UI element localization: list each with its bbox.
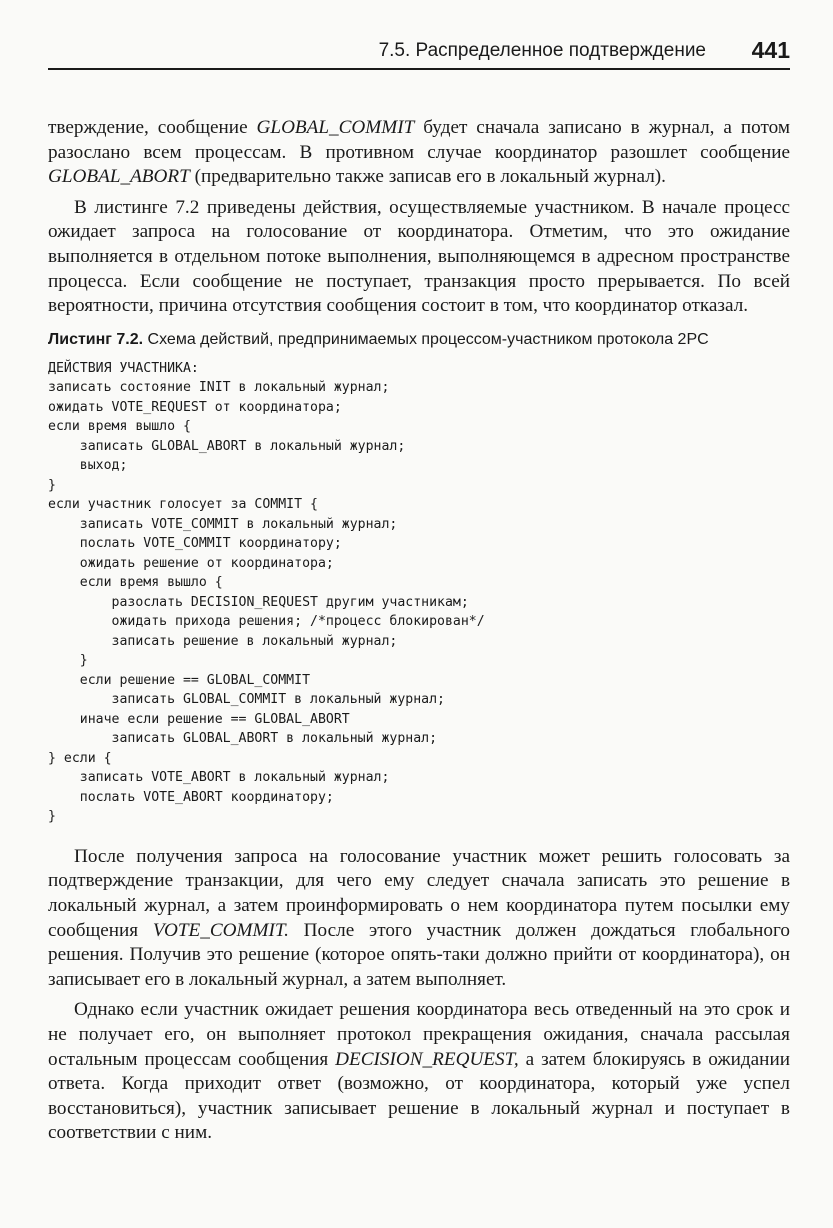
listing-caption-text: Схема действий, предпринимаемых процессом-участником протокола 2PC — [143, 330, 709, 348]
paragraph-4 — [48, 998, 790, 1146]
paragraph-3-text-a: После получения запроса на голосование участник может решить голосовать за подтверждение транзакции, для чего ему следует сначала записать это решение в локальный журнал, а затем проинформировать о нем координатора путем посылки ему сообщения — [48, 845, 790, 941]
term-vote-commit: VOTE_COMMIT. — [152, 919, 289, 941]
term-decision-request: DECISION_REQUEST, — [335, 1048, 519, 1070]
paragraph-1-text-c: (предварительно также записав его в локальный журнал). — [189, 166, 666, 188]
running-head — [48, 38, 790, 70]
section-title: 7.5. Распределенное подтверждение — [378, 40, 706, 61]
paragraph-3 — [48, 845, 790, 993]
paragraph-2: В листинге 7.2 приведены действия, осуществляемые участником. В начале процесс ожидает запроса на голосование от координатора. Отметим, что это ожидание выполняется в отдельном потоке выполнения, выполняющемся в адресном пространстве процесса. Если сообщение не поступает, транзакция просто прерывается. По всей вероятности, причина отсутствия сообщения состоит в том, что координатор отказал. — [48, 196, 790, 317]
listing-label: Листинг 7.2. — [48, 330, 144, 348]
paragraph-4-text-a: Однако если участник ожидает решения координатора весь отведенный на это срок и не получает его, он выполняет протокол прекращения ожидания, сначала рассылая остальным процессам сообщения — [48, 999, 790, 1070]
listing-caption — [48, 329, 790, 351]
term-global-commit: GLOBAL_COMMIT — [256, 117, 415, 138]
page-body — [48, 116, 790, 1146]
paragraph-1 — [48, 116, 790, 190]
paragraph-3-text-b: После этого участник должен дождаться глобального решения. Получив это решение (которое опять-таки должно прийти от координатора), он записывает его в локальный журнал, а затем выполняет. — [48, 919, 790, 990]
paragraph-1-text-a: тверждение, сообщение — [48, 117, 257, 138]
term-global-abort: GLOBAL_ABORT — [48, 166, 190, 188]
page-number: 441 — [751, 37, 790, 63]
paragraph-4-text-b: а затем блокируясь в ожидании ответа. Когда приходит ответ (возможно, от координатора, который уже успел восстановиться), участник записывает решение в локальный журнал и поступает в соответствии с ним. — [48, 1048, 790, 1144]
paragraph-1-text-b: будет сначала записано в журнал, а потом разослано всем процессам. В противном случае координатор разошлет сообщение — [48, 117, 790, 163]
listing-code: ДЕЙСТВИЯ УЧАСТНИКА: записать состояние INIT в локальный журнал; ожидать VOTE_REQUEST от координатора; если время вышло { записать GLOBAL_ABORT в локальный журнал; выход; } если участник голосует за COMMIT { записать VOTE_COMMIT в локальный журнал; послать VOTE_COMMIT координатору; ожидать решение от координатора; если время вышло { разослать DECISION_REQUEST другим участникам; ожидать прихода решения; /*процесс блокирован*/ записать решение в локальный журнал; } если решение == GLOBAL_COMMIT записать GLOBAL_COMMIT в локальный журнал; иначе если решение == GLOBAL_ABORT записать GLOBAL_ABORT в локальный журнал; } если { записать VOTE_ABORT в локальный журнал; послать VOTE_ABORT координатору; } — [48, 360, 485, 825]
